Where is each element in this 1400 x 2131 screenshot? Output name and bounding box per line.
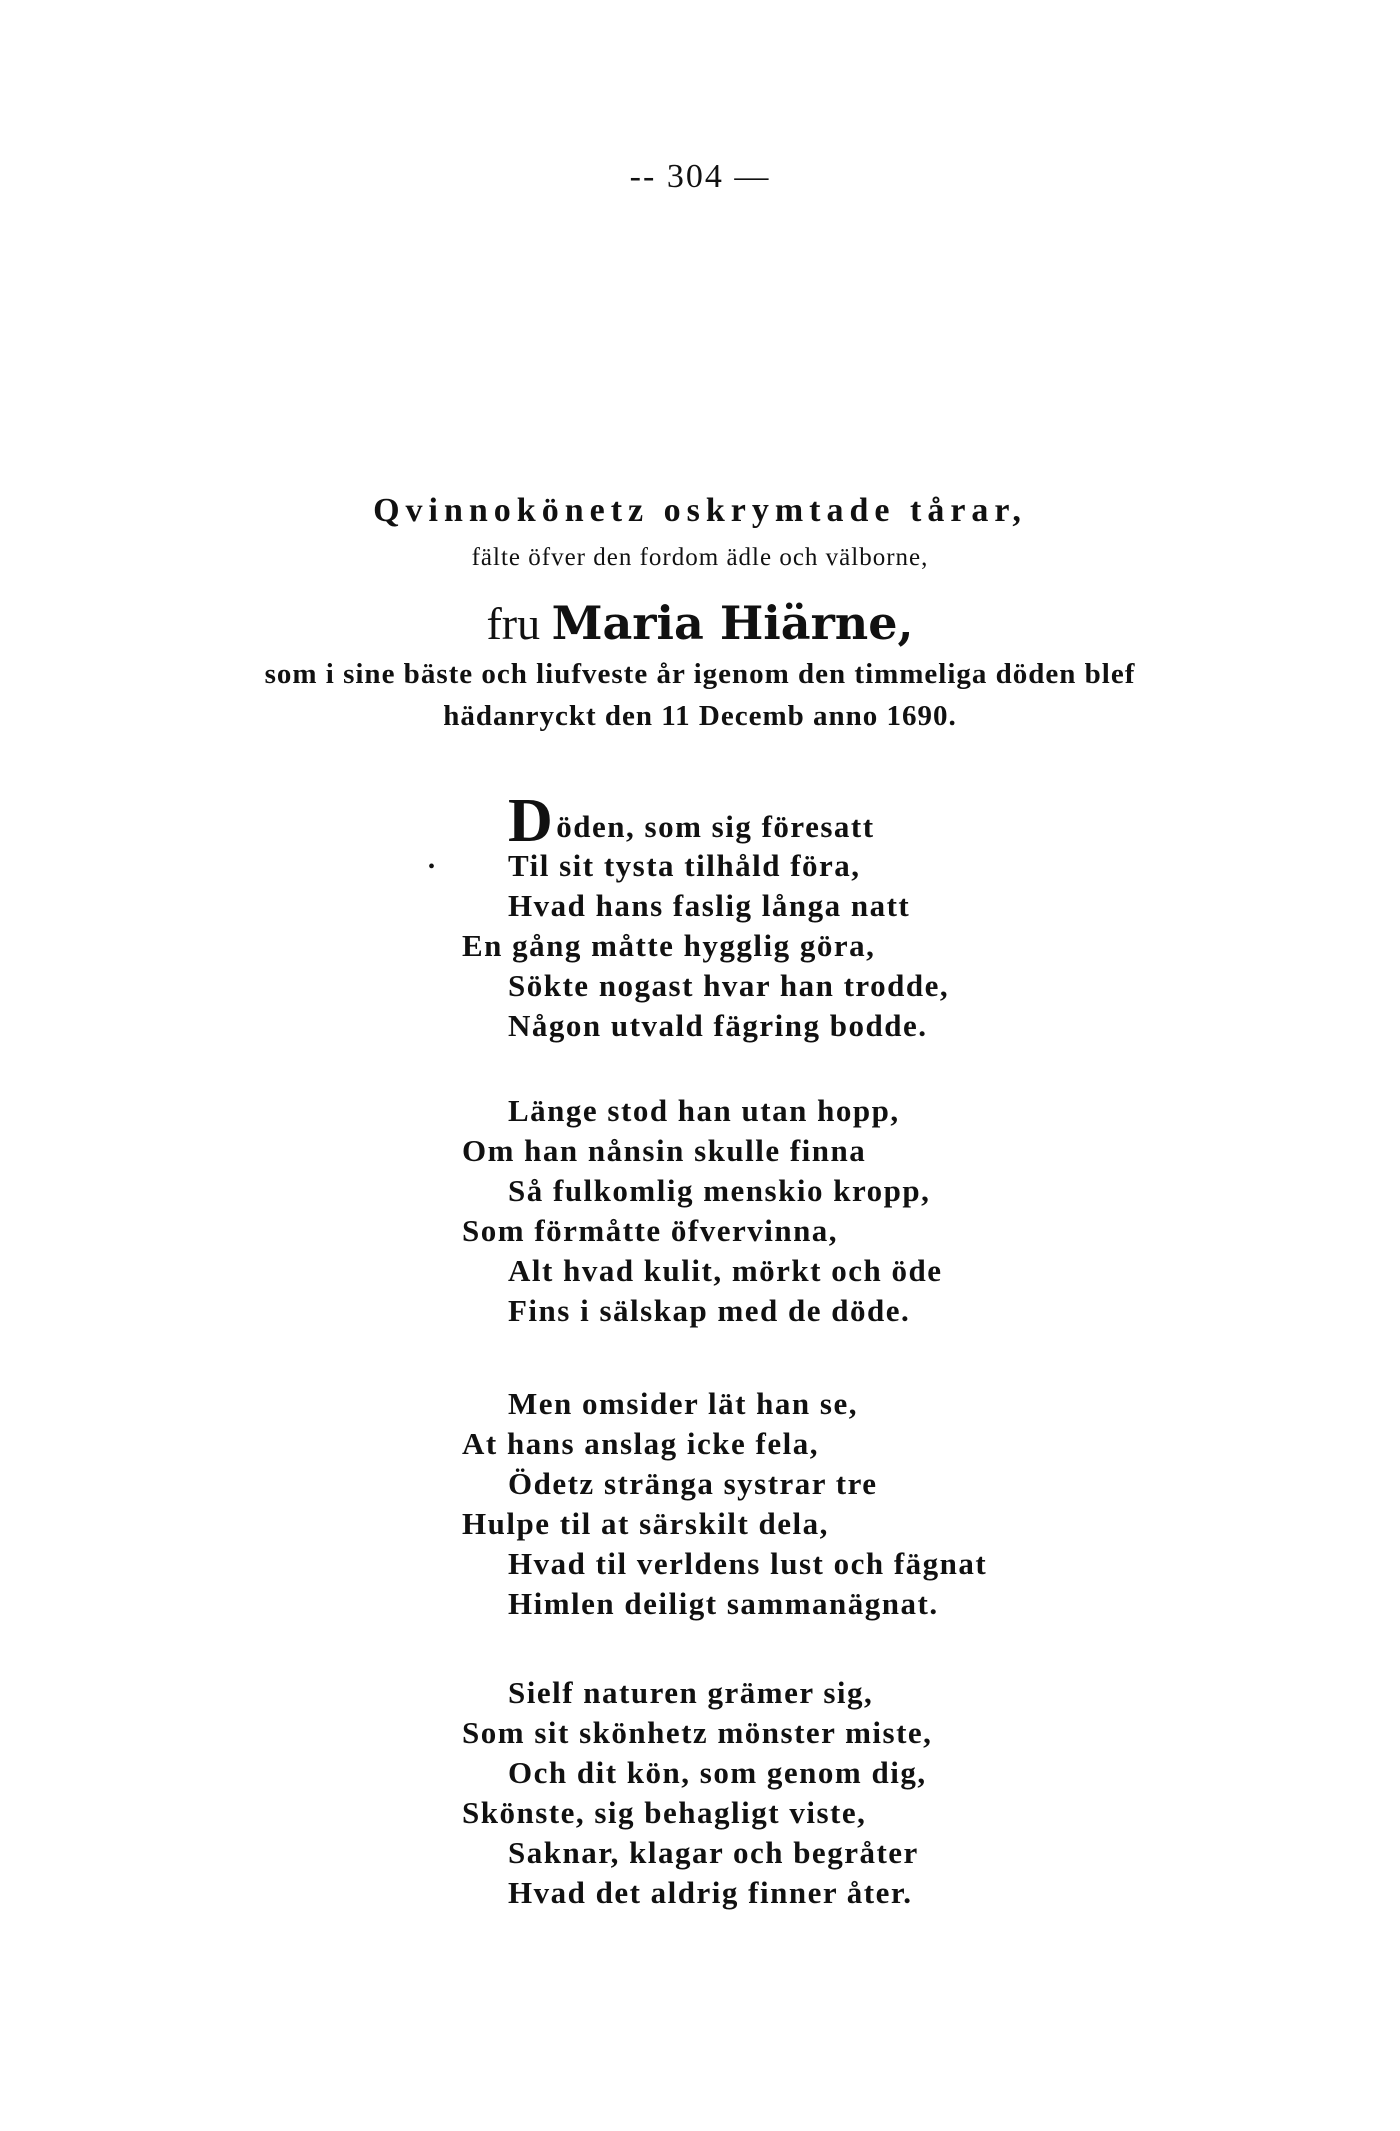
poem-line: Fins i sälskap med de döde. [508, 1293, 911, 1328]
poem-line: Någon utvald fägring bodde. [508, 1008, 928, 1043]
title-line-5: hädanryckt den 11 Decemb anno 1690. [443, 700, 957, 732]
poem-line: Saknar, klagar och begråter [508, 1835, 919, 1870]
poem-line: At hans anslag icke fela, [462, 1426, 819, 1461]
poem-line: Til sit tysta tilhåld föra, [508, 848, 861, 883]
poem-line: Men omsider lät han se, [508, 1386, 858, 1421]
poem-line: Om han nånsin skulle finna [462, 1133, 867, 1168]
title-prefix: fru [486, 598, 541, 649]
poem-line: Hvad hans faslig långa natt [508, 888, 911, 923]
title-line-1: Qvinnokönetz oskrymtade tårar, [373, 492, 1027, 529]
poem-line: Hulpe til at särskilt dela, [462, 1506, 829, 1541]
drop-cap: D [508, 787, 555, 855]
poem-line: Alt hvad kulit, mörkt och öde [508, 1253, 943, 1288]
poem-line: Som sit skönhetz mönster miste, [462, 1715, 933, 1750]
title-name-line [0, 596, 1400, 650]
poem-line: Sökte nogast hvar han trodde, [508, 968, 950, 1003]
title-name: Maria Hiärne, [551, 596, 914, 650]
title-line-2: fälte öfver den fordom ädle och välborne, [471, 544, 929, 571]
poem-line: Och dit kön, som genom dig, [508, 1755, 927, 1790]
poem-line: Skönste, sig behagligt viste, [462, 1795, 867, 1830]
page-number: -- 304 — [629, 158, 771, 195]
margin-dot: • [428, 856, 436, 878]
poem-line: Döden, som sig föresatt [508, 787, 875, 855]
poem-line: Ödetz stränga systrar tre [508, 1466, 878, 1501]
poem-line: Hvad det aldrig finner åter. [508, 1875, 913, 1910]
poem-line: Länge stod han utan hopp, [508, 1093, 900, 1128]
poem-line: Himlen deiligt sammanägnat. [508, 1586, 939, 1621]
poem-line: En gång måtte hygglig göra, [462, 928, 876, 963]
poem-line: Hvad til verldens lust och fägnat [508, 1546, 988, 1581]
title-line-4: som i sine bäste och liufveste år igenom den timmeliga döden blef [264, 658, 1136, 690]
poem-line: Sielf naturen grämer sig, [508, 1675, 874, 1710]
poem-line: Så fulkomlig menskio kropp, [508, 1173, 931, 1208]
poem-line: Som förmåtte öfvervinna, [462, 1213, 839, 1248]
